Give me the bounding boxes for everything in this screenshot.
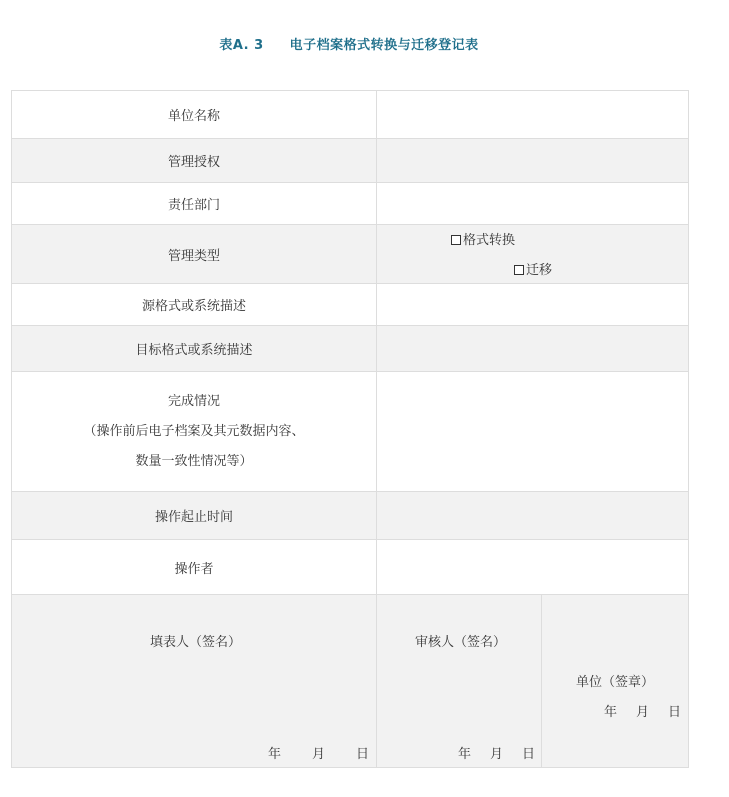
management-type-label: 管理类型 [12,225,377,284]
table-title-text: 电子档案格式转换与迁移登记表 [289,38,479,53]
row-management-type [12,225,689,284]
department-field[interactable] [377,183,689,225]
row-target-format [12,326,689,372]
filler-signature-cell[interactable] [12,595,377,768]
reviewer-date-day: 日 [522,747,536,762]
filler-date [268,743,369,762]
source-format-field[interactable] [377,284,689,326]
reviewer-signature-label: 审核人（签名） [415,635,507,650]
completion-label-line-3: 数量一致性情况等） [135,453,253,469]
filler-date-month: 月 [312,747,326,762]
registration-form-table [11,90,689,768]
checkbox-migration[interactable] [514,265,524,275]
table-number: 表A. 3 [219,38,264,53]
completion-label [12,372,377,492]
operator-field[interactable] [377,540,689,595]
row-authorization [12,139,689,183]
reviewer-date [458,743,535,762]
reviewer-date-month: 月 [490,747,504,762]
option-migration-label: 迁移 [526,263,553,278]
authorization-label: 管理授权 [12,139,377,183]
unit-seal-date-month: 月 [636,705,650,720]
checkbox-format-conversion[interactable] [451,235,461,245]
unit-seal-date [604,701,681,720]
operation-time-label: 操作起止时间 [12,492,377,540]
row-department [12,183,689,225]
unit-name-field[interactable] [377,91,689,139]
source-format-label: 源格式或系统描述 [12,284,377,326]
reviewer-signature-cell[interactable] [377,595,542,768]
operator-label: 操作者 [12,540,377,595]
row-completion [12,372,689,492]
unit-name-label: 单位名称 [12,91,377,139]
row-operator [12,540,689,595]
filler-date-year: 年 [268,747,282,762]
authorization-field[interactable] [377,139,689,183]
completion-label-line-1: 完成情况 [167,393,220,409]
row-signatures [12,595,689,768]
target-format-field[interactable] [377,326,689,372]
completion-field[interactable] [377,372,689,492]
department-label: 责任部门 [12,183,377,225]
filler-signature-label: 填表人（签名） [150,635,242,650]
row-operation-time [12,492,689,540]
management-type-options [377,225,689,284]
unit-seal-date-day: 日 [668,705,682,720]
row-unit-name [12,91,689,139]
option-format-conversion[interactable] [451,231,515,251]
target-format-label: 目标格式或系统描述 [12,326,377,372]
operation-time-field[interactable] [377,492,689,540]
unit-seal-cell[interactable] [542,595,689,768]
option-migration[interactable] [514,261,552,281]
unit-seal-date-year: 年 [604,705,618,720]
completion-label-line-2: （操作前后电子档案及其元数据内容、 [83,423,305,439]
reviewer-date-year: 年 [458,747,472,762]
row-source-format [12,284,689,326]
filler-date-day: 日 [356,747,370,762]
unit-seal-label: 单位（签章） [576,675,655,690]
option-format-conversion-label: 格式转换 [463,233,516,248]
table-title [0,34,698,53]
